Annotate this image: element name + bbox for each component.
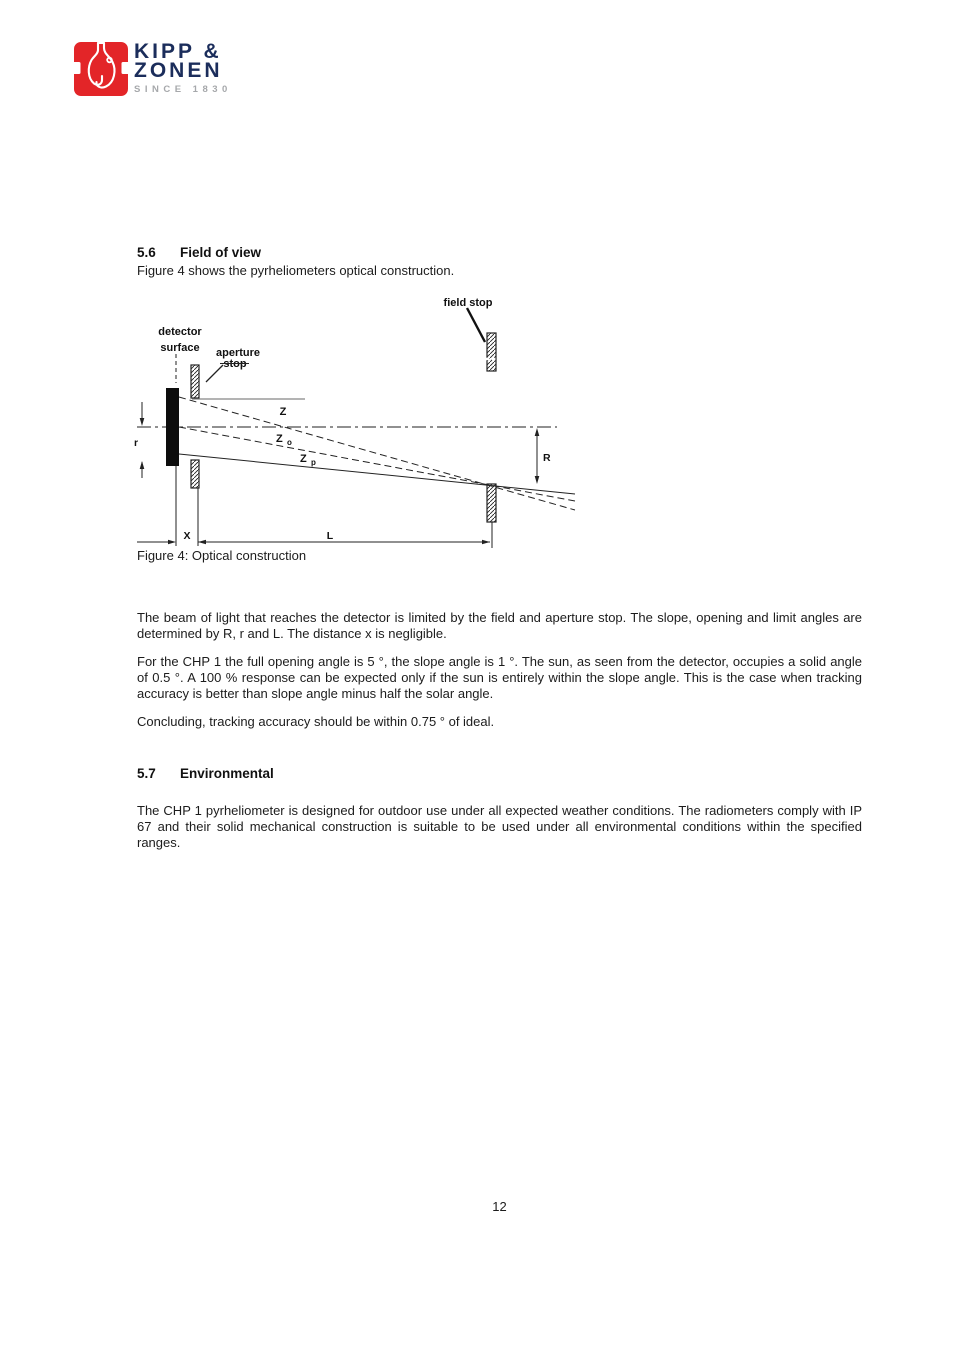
dim-R-up-arrowhead (535, 428, 540, 436)
ray-z-label: Z (279, 406, 287, 418)
aperture-label-leader-line (206, 365, 223, 382)
ray-zp-label: Z (300, 453, 307, 465)
aperture-stop-lower-bar (191, 460, 199, 488)
kipp-zonen-logo (72, 40, 232, 98)
detector-surface-bar (166, 388, 179, 466)
ray-zo-subscript: o (287, 438, 292, 447)
figure-4-optical-construction-diagram (130, 290, 580, 548)
field-stop-label: field stop (443, 297, 493, 309)
dim-x-right-arrowhead (168, 540, 176, 545)
paragraph-opening-angle: For the CHP 1 the full opening angle is 5 °, the slope angle is 1 °. The sun, as seen from the detector, occupies a solid angle of 0.5 °. A 100 % response can be expected only if the sun is entirely within the slope angle. This is the case when tracking accuracy is better than slope angle minus half the solar angle. (137, 654, 862, 701)
ray-z-dashed (179, 397, 575, 510)
logo-line1: KIPP & (134, 40, 222, 63)
ray-zp-solid (179, 454, 575, 494)
dim-r-up-arrowhead (140, 461, 145, 469)
field-stop-upper-bar (487, 333, 496, 371)
ray-zo-label: Z (276, 433, 283, 445)
field-stop-label-leader-line (467, 308, 485, 342)
dim-R-label: R (543, 452, 551, 464)
dim-l-label: L (326, 530, 334, 542)
paragraph-environmental: The CHP 1 pyrheliometer is designed for outdoor use under all expected weather conditions. The radiometers comply with IP 67 and their solid mechanical construction is suitable to be used under all environmental conditions within the specified ranges. (137, 803, 862, 850)
section-title: Environmental (180, 766, 274, 781)
detector-surface-label-line2: surface (160, 342, 200, 354)
section-heading-5-7 (137, 766, 862, 782)
aperture-stop-label-line1: aperture (215, 347, 261, 359)
detector-surface-label-line1: detector (158, 326, 202, 338)
aperture-stop-label-line2: stop (223, 358, 247, 370)
page-number: 12 (492, 1199, 507, 1214)
dim-l-left-arrowhead (198, 540, 206, 545)
logo-tagline: SINCE 1830 (134, 84, 232, 95)
logo-line2: ZONEN (134, 59, 223, 82)
section-number: 5.6 (137, 245, 156, 260)
dim-r-label: r (133, 437, 139, 449)
ray-zo-dashed (179, 427, 575, 501)
dim-r-down-arrowhead (140, 418, 145, 426)
section-number: 5.7 (137, 766, 156, 781)
section-heading-5-6 (137, 245, 862, 261)
ray-zp-subscript: p (311, 458, 316, 467)
intro-paragraph: Figure 4 shows the pyrheliometers optical construction. (137, 263, 455, 278)
figure-caption: Figure 4: Optical construction (137, 548, 307, 563)
section-title: Field of view (180, 245, 262, 260)
paragraph-beam-of-light: The beam of light that reaches the detector is limited by the field and aperture stop. The slope, opening and limit angles are determined by R, r and L. The distance x is negligible. (137, 610, 862, 641)
paragraph-concluding: Concluding, tracking accuracy should be within 0.75 ° of ideal. (137, 714, 495, 729)
aperture-stop-upper-bar (191, 365, 199, 398)
kipp-zonen-logo-icon (72, 40, 130, 98)
field-stop-lower-bar (487, 484, 496, 522)
logo-wordmark (134, 40, 232, 95)
dim-l-right-arrowhead (482, 540, 490, 545)
dim-x-label: X (183, 530, 191, 542)
dim-R-down-arrowhead (535, 476, 540, 484)
